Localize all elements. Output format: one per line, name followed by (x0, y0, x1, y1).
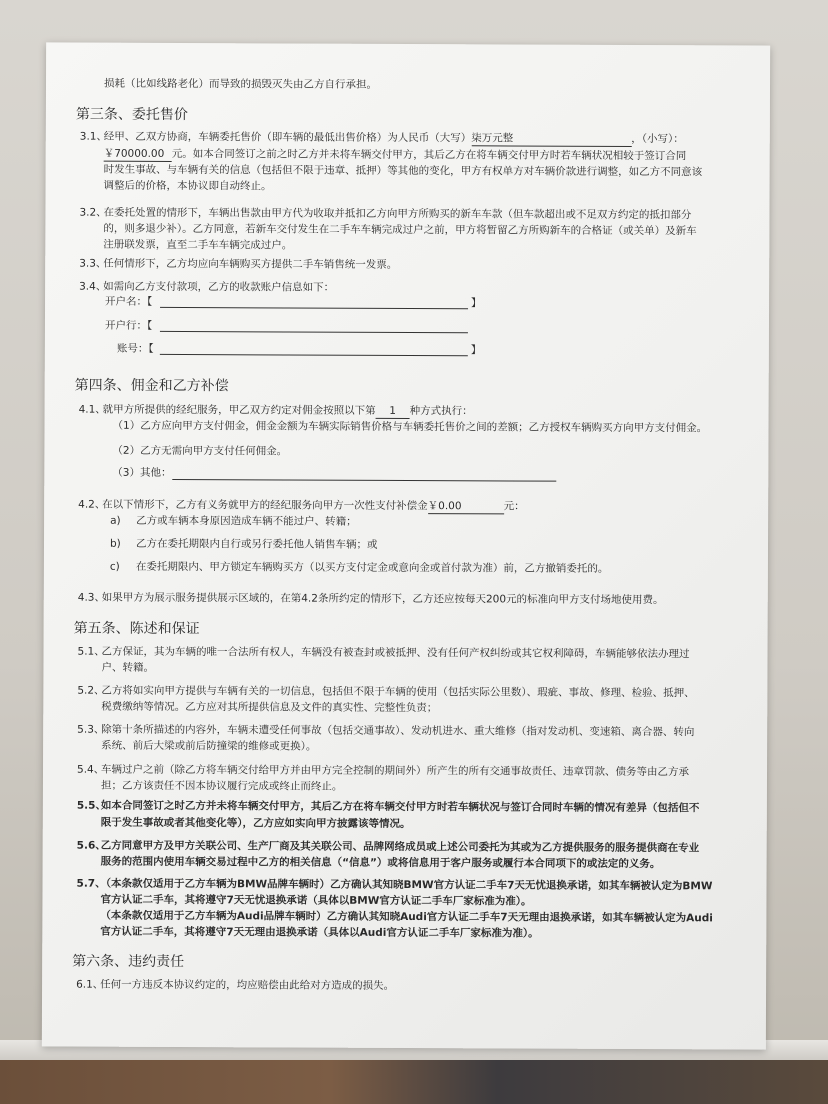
case-b-label: b) (109, 537, 121, 550)
clause-number: 5.2、 (77, 684, 105, 697)
clause-5-5-line-2: 限于发生事故或者其他变化等），乙方应如实向甲方披露该等情况。 (100, 816, 411, 831)
clause-5-1-line-1 (78, 645, 690, 662)
clause-text: 乙方同意甲方及甲方关联公司、生产厂商及其关联公司、品牌网络成员或上述公司委托为其或为乙方提供服务的服务提供商在专业 (100, 839, 700, 855)
clause-text: 在委托处置的情形下，车辆出售款由甲方代为收取并抵扣乙方向甲方所购买的新车车款（但车款超出或不足双方约定的抵扣部分 (103, 206, 692, 222)
case-a-text: 乙方或车辆本身原因造成车辆不能过户、转籍； (136, 514, 357, 528)
clause-5-4-line-2: 担；乙方该责任不因本协议履行完成或终止而终止。 (100, 779, 343, 793)
case-a-label: a) (110, 514, 121, 527)
clause-3-1-line-3: 时发生事故、与车辆有关的信息（包括但不限于违章、抵押）等其他的变化，甲方有权单方对车辆价款进行调整，如乙方不同意该 (103, 163, 703, 179)
commission-option-3-label: （3）其他： (112, 466, 172, 479)
clause-text: 任何情形下，乙方均应向车辆购买方提供二手车销售统一发票。 (103, 257, 398, 271)
clause-number: 4.3、 (77, 591, 106, 604)
case-b-text: 乙方在委托期限内自行或另行委托他人销售车辆；或 (135, 537, 378, 551)
clause-number: 5.7、 (76, 877, 106, 890)
account-bank-label: 开户行：【 (104, 319, 153, 332)
clause-5-7-line-2: 官方认证二手车，其将遵守7天无忧退换承诺（具体以BMW官方认证二手车厂家标准为准）。 (100, 893, 532, 908)
clause-number: 5.1、 (77, 645, 105, 658)
clause-text: 车辆过户之前（除乙方将车辆交付给甲方并由甲方完全控制的期间外）所产生的所有交通事故责任、违章罚款、债务等由乙方承 (100, 763, 690, 779)
clause-number: 5.6、 (76, 839, 106, 852)
account-name-label: 开户名：【 (105, 295, 153, 308)
clause-text: 元。如本合同签订之前之时乙方并未将车辆交付甲方，其后乙方在将车辆交付甲方时若车辆状况相较于签订合同 (171, 147, 687, 163)
account-number-label: 账号：【 (116, 342, 154, 355)
section-5-title: 第五条、陈述和保证 (73, 620, 200, 638)
section-6-title: 第六条、违约责任 (72, 953, 185, 971)
clause-text: 就甲方所提供的经纪服务，甲乙双方约定对佣金按照以下第 (102, 403, 376, 417)
clause-number: 5.4、 (76, 763, 105, 776)
clause-text: 除第十条所描述的内容外，车辆未遭受任何事故（包括交通事故）、发动机进水、重大维修（指对发动机、变速箱、离合器、转向 (101, 723, 695, 739)
clause-number: 3.1、 (79, 130, 108, 143)
clause-5-4-line-1 (77, 763, 689, 780)
commission-option-2: （2）乙方无需向甲方支付任何佣金。 (112, 444, 288, 458)
clause-text: 在以下情形下，乙方有义务就甲方的经纪服务向甲方一次性支付补偿金 (102, 498, 428, 513)
clause-5-3-line-2: 系统、前后大梁或前后防撞梁的维修或更换）。 (101, 739, 317, 753)
clause-5-2-line-2: 税费缴纳等情况。乙方应对其所提供信息及文件的真实性、完整性负责； (101, 700, 438, 715)
clause-text: 如需向乙方支付款项，乙方的收款账户信息如下： (103, 280, 335, 294)
clause-3-2-line-3: 注册联发票，直至二手车车辆完成过户。 (103, 238, 293, 252)
clause-5-6-line-2: 服务的范围内使用车辆交易过程中乙方的相关信息（“信息”）或将信息用于客户服务或履行本合同项下的或法定的义务。 (100, 855, 661, 871)
clause-5-2-line-1 (77, 684, 694, 701)
clause-number: 3.3、 (79, 257, 107, 270)
clause-3-4 (79, 280, 334, 295)
commission-option-field: 1 (376, 404, 410, 419)
clause-5-7-line-3: （本条款仅适用于乙方车辆为Audi品牌车辆时）乙方确认其知晓Audi官方认证二手车7天无理由退换承诺，如其车辆被认定为Audi (100, 909, 713, 925)
account-number-bracket: 】 (470, 344, 482, 357)
case-c-label: c) (109, 560, 120, 573)
price-lowercase-label: ，（小写）： (631, 132, 684, 146)
clause-text: 元： (503, 500, 525, 513)
clause-5-3-line-1 (77, 723, 694, 740)
clause-3-1-line-4: 调整后的价格，本协议即自动终止。 (103, 179, 272, 193)
account-name-bracket: 】 (471, 297, 482, 310)
clause-3-2-line-2: 的，则多退少补）。乙方同意，若新车交付发生在二手车车辆完成过户之前，甲方将暂留乙方所购新车的合格证（或关单）及新车 (103, 222, 697, 238)
clause-6-1 (76, 978, 394, 993)
clause-3-2-line-1 (79, 206, 691, 223)
clause-3-1-line-1 (80, 130, 684, 148)
compensation-amount-field: ￥0.00 (428, 499, 504, 514)
clause-5-5-line-1 (77, 799, 700, 816)
intro-line: 损耗（比如线路老化）而导致的损毁灭失由乙方自行承担。 (103, 77, 378, 91)
price-amount-field: ￥70000.00 (104, 147, 172, 162)
clause-text: 经甲、乙双方协商，车辆委托售价（即车辆的最低出售价格）为人民币（大写） (103, 130, 472, 145)
account-number-underline (160, 354, 468, 356)
clause-number: 3.4、 (79, 280, 107, 293)
clause-number: 4.1、 (78, 403, 106, 416)
account-name-underline (160, 307, 468, 309)
contract-page (42, 42, 770, 1049)
clause-text: （本条款仅适用于乙方车辆为BMW品牌车辆时）乙方确认其知晓BMW官方认证二手车7天无忧退换承诺，如其车辆被认定为BMW (100, 877, 713, 893)
clause-text: 乙方保证，其为车辆的唯一合法所有权人，车辆没有被查封或被抵押、没有任何产权纠纷或其它权利障碍，车辆能够依法办理过 (101, 645, 690, 661)
clause-4-3 (78, 591, 664, 608)
floor-background (0, 1060, 828, 1104)
account-bank-underline (160, 331, 468, 333)
clause-number: 4.2、 (78, 498, 106, 511)
commission-option-3-underline (172, 479, 556, 482)
clause-3-1-line-2 (104, 147, 687, 165)
clause-text: 种方式执行： (409, 405, 473, 418)
price-uppercase-field: 柒万元整 (471, 131, 631, 147)
clause-5-7-line-1 (76, 877, 712, 894)
commission-option-1: （1）乙方应向甲方支付佣金，佣金金额为车辆实际销售价格与车辆委托售价之间的差额；乙方授权车辆购买方向甲方支付佣金。 (112, 419, 708, 435)
clause-3-3 (79, 257, 397, 272)
clause-4-1 (79, 403, 473, 420)
clause-text: 乙方将如实向甲方提供与车辆有关的一切信息，包括但不限于车辆的使用（包括实际公里数）、瑕疵、事故、修理、检验、抵押、 (101, 684, 695, 700)
case-c-text: 在委托期限内、甲方锁定车辆购买方（以买方支付定金或意向金或首付款为准）前，乙方撤销委托的。 (135, 560, 609, 575)
clause-number: 3.2、 (79, 206, 107, 219)
section-3-title: 第三条、委托售价 (75, 106, 188, 124)
clause-number: 5.5、 (76, 799, 106, 812)
clause-text: 如本合同签订之时乙方并未将车辆交付甲方，其后乙方在将车辆交付甲方时若车辆状况与签订合同时车辆的情况有差异（包括但不 (100, 799, 700, 815)
clause-5-6-line-1 (77, 839, 700, 856)
clause-number: 5.3、 (77, 723, 105, 736)
clause-text: 任何一方违反本协议约定的，均应赔偿由此给对方造成的损失。 (100, 978, 395, 992)
clause-5-1-line-2: 户、转籍。 (101, 661, 154, 674)
section-4-title: 第四条、佣金和乙方补偿 (74, 377, 229, 395)
clause-4-2 (78, 498, 525, 515)
clause-number: 6.1、 (76, 978, 104, 991)
clause-text: 如果甲方为展示服务提供展示区域的，在第4.2条所约定的情形下，乙方还应按每天200元的标准向甲方支付场地使用费。 (101, 591, 664, 607)
clause-5-7-line-4: 官方认证二手车，其将遵守7天无理由退换承诺（具体以Audi官方认证二手车厂家标准为准）。 (100, 925, 539, 940)
